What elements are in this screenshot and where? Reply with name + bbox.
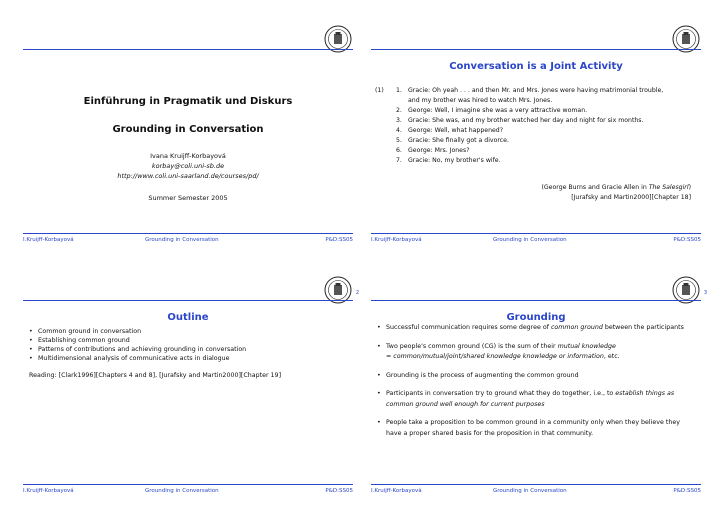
list-item: • Participants in conversation try to ground what they do together, i.e., to establish things as common ground well enough for current purposes	[377, 389, 695, 410]
example-source: (George Burns and Gracie Allen in The Salesgirl) [Jurafsky and Martin2000][Chapter 18]	[541, 184, 691, 201]
footer-course: P&D:SS05	[325, 237, 353, 243]
header-rule	[23, 300, 353, 301]
header-rule	[23, 49, 353, 50]
slide-footer	[23, 233, 353, 245]
page-number: 3	[703, 290, 707, 296]
page-number: 2	[355, 290, 359, 296]
footer-author: I.Kruijff-Korbayová	[23, 488, 74, 494]
dialogue-line: 6. George: Mrs. Jones?	[396, 147, 470, 154]
outline-list	[29, 327, 347, 363]
footer-title: Grounding in Conversation	[493, 237, 567, 243]
reading-list: Reading: [Clark1996][Chapters 4 and 8], [Jurafsky and Martin2000][Chapter 19]	[29, 372, 282, 379]
slide-footer	[23, 484, 353, 496]
dialogue-line: 7. Gracie: No, my brother's wife.	[396, 157, 501, 164]
slide-heading: Conversation is a Joint Activity	[449, 61, 623, 72]
dialogue-line: 1. Gracie: Oh yeah . . . and then Mr. and Mrs. Jones were having matrimonial trouble, and my brother was hired to watch Mrs. Jones.	[396, 87, 664, 104]
list-item: • Multidimensional analysis of communicative acts in dialogue	[29, 354, 347, 363]
slide-outline	[23, 272, 359, 508]
footer-author: I.Kruijff-Korbayová	[371, 488, 422, 494]
list-item: • Grounding is the process of augmenting the common ground	[377, 371, 695, 382]
footer-course: P&D:SS05	[673, 488, 701, 494]
slide-footer	[371, 484, 701, 496]
header-rule	[371, 49, 701, 50]
slide-footer	[371, 233, 701, 245]
footer-title: Grounding in Conversation	[145, 237, 219, 243]
list-item: • People take a proposition to be common ground in a community only when they believe they have a proper shared basis for the proposition in that community.	[377, 418, 695, 439]
author-email: korbay@coli.uni-sb.de	[151, 162, 225, 170]
header-rule	[371, 300, 701, 301]
footer-title: Grounding in Conversation	[493, 488, 567, 494]
list-item: • Patterns of contributions and achieving grounding in conversation	[29, 345, 347, 354]
author-name: Ivana Kruijff-Korbayová	[150, 152, 226, 160]
footer-author: I.Kruijff-Korbayová	[23, 237, 74, 243]
dialogue-line: 5. Gracie: She finally got a divorce.	[396, 137, 509, 144]
dialogue-line: 3. Gracie: She was, and my brother watched her day and night for six months.	[396, 117, 644, 124]
slide-grounding	[371, 272, 707, 508]
footer-course: P&D:SS05	[325, 488, 353, 494]
list-item: • Two people's common ground (CG) is the sum of their mutual knowledge = common/mutual/joint/shared knowledge knowledge or information, etc.	[377, 342, 695, 363]
lecture-title: Grounding in Conversation	[112, 124, 264, 135]
dialogue-line: 4. George: Well, what happened?	[396, 127, 504, 134]
footer-course: P&D:SS05	[673, 237, 701, 243]
example-number: (1)	[375, 87, 384, 94]
footer-title: Grounding in Conversation	[145, 488, 219, 494]
list-item: • Successful communication requires some degree of common ground between the participants	[377, 323, 695, 334]
slide-joint-activity	[371, 21, 701, 257]
grounding-list	[377, 323, 695, 447]
course-title: Einführung in Pragmatik und Diskurs	[83, 96, 293, 107]
citation: [Jurafsky and Martin2000][Chapter 18]	[571, 194, 691, 201]
slide-title	[23, 21, 353, 257]
list-item: • Establishing common ground	[29, 336, 347, 345]
slide-heading: Outline	[167, 312, 209, 323]
list-item: • Common ground in conversation	[29, 327, 347, 336]
semester: Summer Semester 2005	[148, 194, 228, 202]
dialogue-line: 2. George: Well, I imagine she was a very attractive woman.	[396, 107, 588, 114]
slide-heading: Grounding	[506, 312, 566, 323]
course-url: http://www.coli.uni-saarland.de/courses/pd/	[117, 172, 259, 180]
footer-author: I.Kruijff-Korbayová	[371, 237, 422, 243]
